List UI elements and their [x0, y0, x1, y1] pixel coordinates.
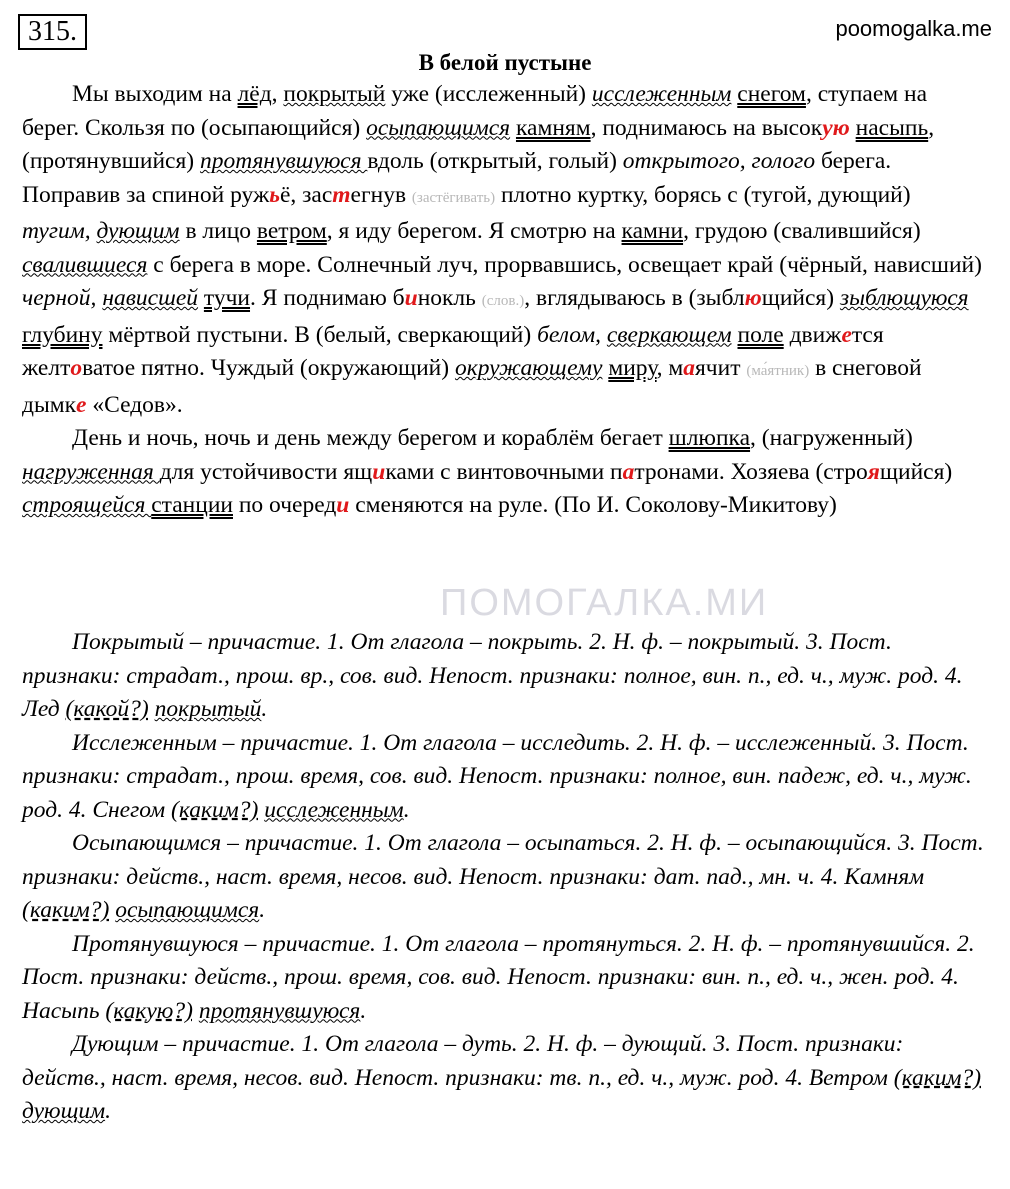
- analysis-item: Исслеженным – причастие. 1. От глагола – исследить. 2. Н. ф. – исслеженный. 3. Пост. признаки: страдат., прош. время, сов. вид. Непост. признаки: полное, вин. падеж, ед. ч., муж. род. 4. Снегом (каким?) исслеженным.: [22, 729, 972, 823]
- analysis-item: Дующим – причастие. 1. От глагола – дуть. 2. Н. ф. – дующий. 3. Пост. признаки: действ., наст. время, несов. вид. Непост. признаки: тв. п., ед. ч., муж. род. 4. Ветром (каким?) дующим.: [22, 1031, 982, 1124]
- text-title: В белой пустыне: [418, 50, 592, 75]
- morphological-analysis: [22, 626, 984, 1129]
- watermark: ПОМОГАЛКА.МИ: [440, 582, 769, 624]
- paragraph-1: Мы выходим на лёд, покрытый уже (исслеженный) исслеженным снегом, ступаем на берег. Скользя по (осыпающийся) осыпающимся камням, поднимаюсь на высокую насыпь, (протянувшийся) протянувшуюся вдоль (открытый, голый) открытого, голого берега. Поправив за спиной ружьё, застегнув (застёгивать) плотно куртку, борясь с (тугой, дующий) тугим, дующим в лицо ветром, я иду берегом. Я смотрю на камни, грудою (свалившийся) свалившиеся с берега в море. Солнечный луч, прорвавшись, освещает край (чёрный, нависший) черной, нависшей тучи. Я поднимаю бинокль (слов.), вглядываюсь в (зыблющийся) зыблющуюся глубину мёртвой пустыни. В (белый, сверкающий) белом, сверкающем поле движется желтоватое пятно. Чуждый (окружающий) окружающему миру, маячит (ма́ятник) в снеговой дымке «Седов».: [22, 81, 982, 418]
- site-name: poomogalka.me: [835, 16, 992, 41]
- exercise-number: 315.: [18, 14, 87, 50]
- exercise-text: [22, 78, 984, 523]
- paragraph-2: День и ночь, ночь и день между берегом и кораблём бегает шлюпка, (нагруженный) нагруженная для устойчивости ящиками с винтовочными патронами. Хозяева (строящийся) строящейся станции по очереди сменяются на руле. (По И. Соколову-Микитову): [22, 425, 953, 518]
- analysis-item: Протянувшуюся – причастие. 1. От глагола – протянуться. 2. Н. ф. – протянувшийся. 2. Пост. признаки: действ., прош. время, сов. вид. Непост. признаки: вин. п., ед. ч., жен. род. 4. Насыпь (какую?) протянувшуюся.: [22, 930, 975, 1024]
- analysis-item: Покрытый – причастие. 1. От глагола – покрыть. 2. Н. ф. – покрытый. 3. Пост. признаки: страдат., прош. вр., сов. вид. Непост. признаки: полное, вин. п., ед. ч., муж. род. 4. Лед (какой?) покрытый.: [22, 629, 963, 722]
- analysis-item: Осыпающимся – причастие. 1. От глагола – осыпаться. 2. Н. ф. – осыпающийся. 3. Пост. признаки: действ., наст. время, несов. вид. Непост. признаки: дат. пад., мн. ч. 4. Камням (каким?) осыпающимся.: [22, 830, 984, 923]
